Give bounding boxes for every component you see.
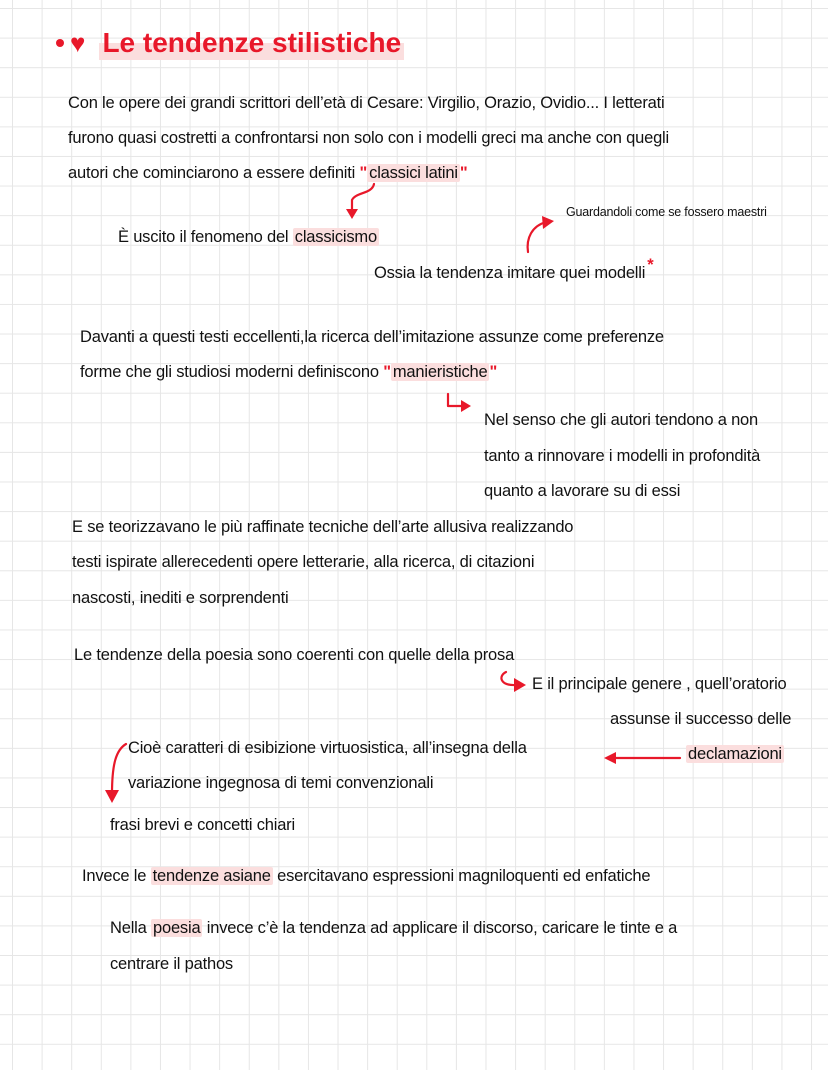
arrow-left-icon [602, 748, 682, 768]
manieristiche-highlight: manieristiche [392, 363, 488, 381]
arrow-down-curved-icon [102, 740, 132, 810]
arrow-down-icon [342, 182, 382, 222]
asterisk-icon: * [647, 256, 654, 274]
frasi-note: frasi brevi e concetti chiari [110, 816, 295, 834]
page-title: Le tendenze stilistiche [99, 26, 404, 60]
oratorio-note-line1: E il principale genere , quell’oratorio [532, 675, 787, 693]
p6-post: invece c’è la tendenza ad applicare il discorso, caricare le tinte e a [202, 919, 678, 937]
title-block [56, 26, 404, 60]
p2-line2: forme che gli studiosi moderni definiscono " manieristiche " [80, 363, 498, 381]
arrow-up-right-icon [518, 214, 558, 254]
declamazioni-note [686, 744, 784, 764]
p3-line1: E se teorizzavano le più raffinate tecniche dell’arte allusiva realizzando [72, 518, 574, 536]
tendenze-asiane-highlight: tendenze asiane [152, 867, 271, 885]
p6-pre: Nella [110, 919, 151, 937]
oratorio-note-line2: assunse il successo delle [610, 710, 792, 728]
cioe-note-line1: Cioè caratteri di esibizione virtuosistica, all’insegna della [128, 739, 527, 757]
p5-text [82, 866, 650, 886]
p2-line2-text: forme che gli studiosi moderni definiscono [80, 363, 384, 381]
p5-pre: Invece le [82, 867, 151, 885]
p2-line1: Davanti a questi testi eccellenti,la ricerca dell’imitazione assunze come preferenze [80, 328, 664, 346]
declamazioni-highlight: declamazioni [688, 745, 782, 763]
classicismo-highlight: classicismo [294, 228, 377, 246]
arrow-right-curved-icon [496, 668, 532, 694]
p1-line1: Con le opere dei grandi scrittori dell’età di Cesare: Virgilio, Orazio, Ovidio... I letterati [68, 94, 665, 112]
ossia-note-text: Ossia la tendenza imitare quei modelli [374, 264, 646, 282]
p6-line1 [110, 918, 677, 938]
classicismo-note [118, 227, 379, 247]
arrow-right-curved-icon [444, 392, 474, 414]
bullet-dot-icon [56, 39, 64, 47]
senso-note-line2: tanto a rinnovare i modelli in profondità [484, 447, 761, 465]
p6-line2: centrare il pathos [110, 955, 233, 973]
p1-line3-text: autori che cominciarono a essere definiti [68, 164, 360, 182]
cioe-note-line2: variazione ingegnosa di temi convenzionali [128, 774, 434, 792]
p1-line3: autori che cominciarono a essere definiti " classici latini " [68, 164, 468, 182]
senso-note-line3: quanto a lavorare su di essi [484, 482, 681, 500]
p1-line2: furono quasi costretti a confrontarsi non solo con i modelli greci ma anche con quegli [68, 129, 669, 147]
senso-note-line1: Nel senso che gli autori tendono a non [484, 411, 759, 429]
maestri-note: Guardandoli come se fossero maestri [566, 205, 767, 219]
classici-latini-highlight: classici latini [369, 164, 458, 182]
heart-icon: ♥ [70, 28, 86, 58]
p3-line2: testi ispirate allerecedenti opere letterarie, alla ricerca, di citazioni [72, 553, 535, 571]
classicismo-note-text: È uscito il fenomeno del [118, 228, 293, 246]
p3-line3: nascosti, inediti e sorprendenti [72, 589, 289, 607]
p5-post: esercitavano espressioni magniloquenti ed enfatiche [272, 867, 651, 885]
ossia-note [374, 256, 654, 283]
poesia-highlight: poesia [153, 919, 201, 937]
p4-text: Le tendenze della poesia sono coerenti con quelle della prosa [74, 646, 515, 664]
